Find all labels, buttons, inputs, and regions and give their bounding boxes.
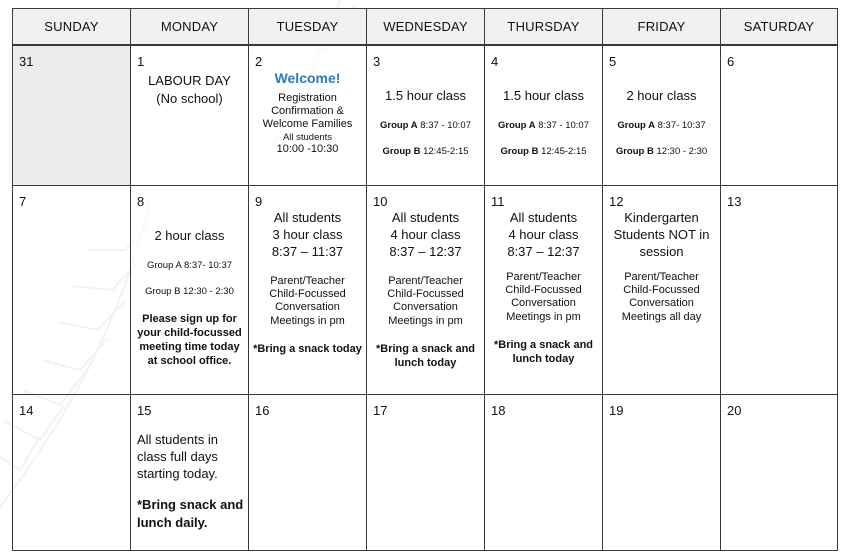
kindergarten-note: Kindergarten [624,210,699,225]
full-day-note: class full days [137,449,218,465]
snack-note: lunch daily. [137,514,208,530]
header-friday: FRIDAY [603,9,721,46]
day-number: 31 [19,54,34,69]
week-row-1 [13,45,838,186]
class-duration: 4 hour class [390,226,461,242]
group-a-label: Group A [379,120,418,132]
day-cell-14 [13,395,131,551]
day-number: 18 [491,403,506,418]
group-a-time: 8:37 - 10:07 [417,120,471,132]
meeting-line: Conversation [511,297,576,310]
day-number: 4 [491,54,499,69]
day-cell-8 [131,186,249,395]
day-cell-9 [249,186,367,395]
day-number: 13 [727,194,742,209]
header-sunday: SUNDAY [13,9,131,46]
week-row-3 [13,395,838,551]
day-number: 12 [609,194,624,209]
day-cell-10 [367,186,485,395]
day-number: 19 [609,403,624,418]
meeting-line: Parent/Teacher [506,270,581,283]
group-b-time: 12:45-2:15 [420,146,469,158]
class-duration: 1.5 hour class [503,88,584,103]
day-cell-16 [249,395,367,551]
group-b-time: Group B 12:30 - 2:30 [145,286,234,298]
day-cell-17 [367,395,485,551]
meeting-line: Child-Focussed [505,284,582,297]
day-cell-20 [721,395,838,551]
day-number: 16 [255,403,270,418]
header-monday: MONDAY [131,9,249,46]
audience: All students [509,210,578,225]
header-saturday: SATURDAY [721,9,838,46]
day-cell-19 [603,395,721,551]
meeting-line: Conversation [275,301,340,314]
snack-note: *Bring a snack today [253,343,362,356]
class-duration: 2 hour class [626,88,697,103]
audience: All students [273,210,342,225]
meeting-line: Parent/Teacher [624,270,699,283]
meeting-line: Conversation [393,301,458,314]
event-title: LABOUR DAY [148,73,231,88]
day-number: 9 [255,194,263,209]
meeting-line: Parent/Teacher [388,274,463,287]
weekday-header-row [13,9,838,46]
welcome-title: Welcome! [274,70,341,86]
meeting-line: Meetings in pm [388,314,463,327]
kindergarten-note: session [639,243,684,259]
day-cell-3 [367,45,485,186]
header-wednesday: WEDNESDAY [367,9,485,46]
day-number: 10 [373,194,388,209]
snack-note: lunch today [512,353,575,366]
week-row-2 [13,186,838,395]
group-a-label: Group A [617,120,655,132]
event-line: Welcome Families [262,118,353,131]
event-line: Confirmation & [271,104,344,117]
meeting-line: Conversation [629,297,694,310]
meeting-line: Child-Focussed [269,288,346,301]
day-number: 6 [727,54,735,69]
day-number: 1 [137,54,145,69]
day-number: 20 [727,403,742,418]
day-cell-2 [249,45,367,186]
day-number: 17 [373,403,388,418]
signup-line: at school office. [147,355,232,368]
day-cell-31 [13,45,131,186]
signup-line: Please sign up for [142,313,237,325]
day-number: 11 [491,194,505,209]
day-cell-15 [131,395,249,551]
day-cell-18 [485,395,603,551]
snack-note: lunch today [394,357,457,370]
day-number: 5 [609,54,617,69]
class-duration: 4 hour class [508,226,579,242]
header-tuesday: TUESDAY [249,9,367,46]
signup-line: meeting time today [139,341,240,354]
day-cell-5 [603,45,721,186]
class-duration: 2 hour class [154,228,225,243]
full-day-note: All students in [137,432,218,447]
day-cell-13 [721,186,838,395]
event-time: 10:00 -10:30 [276,143,339,156]
signup-line: your child-focussed [137,327,242,340]
class-time: 8:37 – 12:37 [389,243,462,259]
group-b-label: Group B [500,146,539,158]
snack-note: *Bring a snack and [375,343,476,356]
day-number: 2 [255,54,263,69]
meeting-line: Parent/Teacher [270,274,345,287]
day-cell-7 [13,186,131,395]
group-b-label: Group B [615,146,654,158]
snack-note: *Bring a snack and [493,339,594,352]
class-time: 8:37 – 11:37 [271,243,344,259]
group-a-label: Group A [497,120,536,132]
day-cell-6 [721,45,838,186]
group-a-time: Group A 8:37- 10:37 [146,260,233,272]
event-line: All students [282,131,333,143]
group-a-time: 8:37 - 10:07 [535,120,589,132]
snack-note: *Bring snack and [137,497,244,513]
day-number: 7 [19,194,27,209]
event-line: Registration [278,91,337,104]
calendar-grid [12,8,838,551]
day-number: 3 [373,54,381,69]
meeting-line: Meetings all day [621,310,702,323]
meeting-line: Child-Focussed [387,288,464,301]
group-b-time: 12:45-2:15 [538,146,587,158]
group-b-time: 12:30 - 2:30 [653,146,708,158]
audience: All students [391,210,460,225]
full-day-note: starting today. [137,466,218,482]
meeting-line: Child-Focussed [623,284,700,297]
day-cell-4 [485,45,603,186]
group-b-label: Group B [382,146,421,158]
class-duration: 3 hour class [272,226,343,242]
class-duration: 1.5 hour class [385,88,466,103]
day-cell-1 [131,45,249,186]
event-note: (No school) [156,90,223,106]
header-thursday: THURSDAY [485,9,603,46]
day-number: 8 [137,194,145,209]
day-number: 14 [19,403,34,418]
meeting-line: Meetings in pm [270,314,345,327]
day-number: 15 [137,403,152,418]
meeting-line: Meetings in pm [506,310,581,323]
day-cell-12 [603,186,721,395]
group-a-time: 8:37- 10:37 [654,120,706,132]
kindergarten-note: Students NOT in [613,226,710,242]
day-cell-11 [485,186,603,395]
class-time: 8:37 – 12:37 [507,243,580,259]
